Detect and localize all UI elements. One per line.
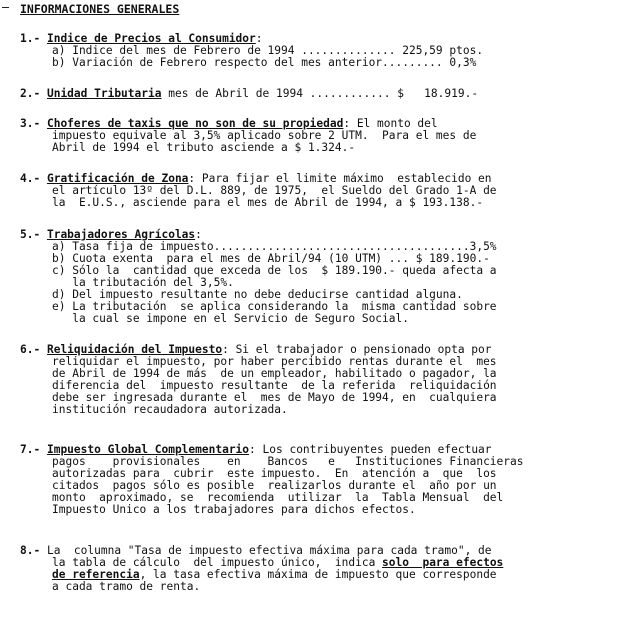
- section-5-item-a: a) Tasa fija de impuesto......................................3,5%: [52, 240, 497, 253]
- page-title: INFORMACIONES GENERALES: [20, 2, 180, 16]
- section-4-text-3: la E.U.S., asciende para el mes de Abril de 1994, a $ 193.138.-: [52, 196, 484, 209]
- section-6-text-3: de Abril de 1994 de más de un empleador, habilitado o pagador, la: [52, 367, 497, 380]
- section-1-title: Indice de Precios al Consumidor: [46, 32, 256, 45]
- section-8-text-2-plain: la tabla de cálculo del impuesto único, indica: [52, 556, 383, 569]
- section-7-text-4: citados pagos sólo es posible realizarlos durante el año por un: [52, 479, 497, 492]
- section-6-text-4: diferencia del impuesto resultante de la referida reliquidación: [52, 379, 497, 392]
- section-5-item-b: b) Cuota exenta para el mes de Abril/94 (10 UTM) ... $ 189.190.-: [52, 252, 490, 265]
- section-4-number: 4.-: [20, 172, 41, 185]
- section-7-text-5: monto aproximado, se recomienda utilizar la Tabla Mensual del: [52, 491, 504, 504]
- section-8-emphasis-1: solo para efectos: [382, 556, 504, 569]
- section-2-heading: [20, 88, 478, 100]
- section-1-number: 1.-: [20, 32, 41, 45]
- section-3-number: 3.-: [20, 117, 41, 130]
- section-6-text-2: reliquidar el impuesto, por haber percibido rentas durante el mes: [52, 355, 497, 368]
- section-7-title: Impuesto Global Complementario: [46, 443, 250, 456]
- section-4-text-2: el artículo 13º del D.L. 889, de 1975, el Sueldo del Grado 1-A de: [52, 184, 497, 197]
- section-5-item-c-2: la tributación del 3,5%.: [52, 276, 234, 289]
- section-4-title: Gratificación de Zona: [46, 172, 189, 185]
- section-3-text-1: : El monto del: [343, 117, 438, 130]
- section-1-colon: :: [255, 32, 263, 45]
- section-2-number: 2.-: [20, 87, 41, 100]
- section-5-number: 5.-: [20, 228, 41, 241]
- section-3-text-3: Abril de 1994 el tributo asciende a $ 1.324.-: [52, 141, 356, 154]
- section-7-text-6: Impuesto Unico a los trabajadores para dichos efectos.: [52, 503, 416, 516]
- section-8-number: 8.-: [20, 544, 41, 557]
- section-2-text: mes de Abril de 1994 ............ $ 18.919.-: [161, 87, 479, 100]
- section-7-text-3: autorizadas para cubrir este impuesto. En atención a que los: [52, 467, 497, 480]
- section-7-number: 7.-: [20, 443, 41, 456]
- section-5-item-e-2: la cual se impone en el Servicio de Seguro Social.: [52, 312, 409, 325]
- section-7-text-2: pagos provisionales en Bancos e Instituciones Financieras: [52, 455, 524, 468]
- section-8-text-1: La columna "Tasa de impuesto efectiva máxima para cada tramo", de: [46, 544, 492, 557]
- section-1-item-a: a) Indice del mes de Febrero de 1994 .............. 225,59 ptos.: [52, 44, 484, 57]
- section-6-title: Reliquidación del Impuesto: [46, 343, 223, 356]
- section-1-item-b: b) Variación de Febrero respecto del mes anterior......... 0,3%: [52, 56, 477, 69]
- section-8-text-4: a cada tramo de renta.: [52, 580, 201, 593]
- section-5-title: Trabajadores Agrícolas: [46, 228, 196, 241]
- section-3-title: Choferes de taxis que no son de su propiedad: [46, 117, 344, 130]
- section-5-item-c-1: c) Sólo la cantidad que exceda de los $ 189.190.- queda afecta a: [52, 264, 497, 277]
- section-6-text-1: : Si el trabajador o pensionado opta por: [222, 343, 492, 356]
- section-5-item-d: d) Del impuesto resultante no debe deducirse cantidad alguna.: [52, 288, 463, 301]
- section-2-title: Unidad Tributaria: [46, 87, 162, 100]
- margin-dash: [2, 7, 9, 8]
- section-8-text-3-plain: , la tasa efectiva máxima de impuesto que corresponde: [139, 568, 497, 581]
- section-5-colon: :: [195, 228, 202, 241]
- section-4-text-1: : Para fijar el limite máximo establecido en: [188, 172, 492, 185]
- section-5-item-e-1: e) La tributación se aplica considerando la misma cantidad sobre: [52, 300, 497, 313]
- section-6-text-6: institución recaudadora autorizada.: [52, 403, 288, 416]
- section-7-text-1: : Los contribuyentes pueden efectuar: [249, 443, 492, 456]
- section-6-text-5: debe ser ingresada durante el mes de Mayo de 1994, en cualquiera: [52, 391, 497, 404]
- section-8-emphasis-2: de referencia: [52, 568, 140, 581]
- section-6-number: 6.-: [20, 343, 41, 356]
- section-3-text-2: impuesto equivale al 3,5% aplicado sobre 2 UTM. Para el mes de: [52, 129, 477, 142]
